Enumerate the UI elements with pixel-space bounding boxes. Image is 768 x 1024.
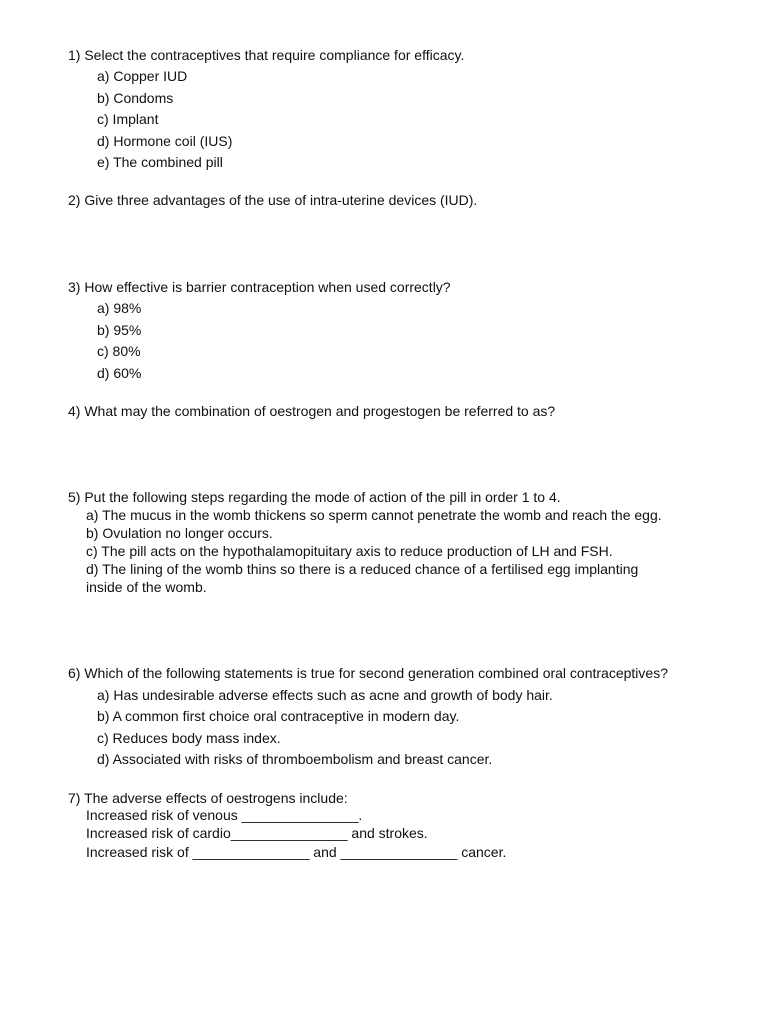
question-7-line-1: Increased risk of venous _______________. [86, 807, 363, 823]
question-3-prompt: 3) How effective is barrier contraception when used correctly? [68, 279, 451, 295]
question-6-option-c: c) Reduces body mass index. [97, 730, 281, 746]
question-5-prompt: 5) Put the following steps regarding the mode of action of the pill in order 1 to 4. [68, 489, 561, 505]
question-7-prompt: 7) The adverse effects of oestrogens include: [68, 790, 348, 806]
question-6-prompt: 6) Which of the following statements is true for second generation combined oral contraceptives? [68, 665, 668, 681]
question-1-option-e: e) The combined pill [97, 154, 223, 170]
question-4-prompt: 4) What may the combination of oestrogen and progestogen be referred to as? [68, 403, 556, 419]
question-3-option-b: b) 95% [97, 322, 142, 338]
question-5-option-c: c) The pill acts on the hypothalamopituitary axis to reduce production of LH and FSH. [86, 543, 613, 559]
question-7-line-2: Increased risk of cardio_______________ and strokes. [86, 825, 428, 841]
question-1-prompt: 1) Select the contraceptives that require compliance for efficacy. [68, 47, 465, 63]
question-1-option-b: b) Condoms [97, 90, 174, 106]
question-3-option-d: d) 60% [97, 365, 142, 381]
question-6-option-b: b) A common first choice oral contraceptive in modern day. [97, 708, 460, 724]
question-1-option-a: a) Copper IUD [97, 68, 188, 84]
question-3-option-c: c) 80% [97, 343, 141, 359]
question-7-line-3: Increased risk of _______________ and _______________ cancer. [86, 844, 507, 860]
question-1-option-d: d) Hormone coil (IUS) [97, 133, 233, 149]
question-5-option-a: a) The mucus in the womb thickens so sperm cannot penetrate the womb and reach the egg. [86, 507, 662, 523]
question-1-option-c: c) Implant [97, 111, 159, 127]
question-3-option-a: a) 98% [97, 300, 142, 316]
question-2-prompt: 2) Give three advantages of the use of intra-uterine devices (IUD). [68, 192, 478, 208]
question-6-option-a: a) Has undesirable adverse effects such as acne and growth of body hair. [97, 687, 553, 703]
question-5-option-d-continued: inside of the womb. [86, 579, 207, 595]
question-5-option-b: b) Ovulation no longer occurs. [86, 525, 273, 541]
question-5-option-d: d) The lining of the womb thins so there is a reduced chance of a fertilised egg implanting [86, 561, 639, 577]
question-6-option-d: d) Associated with risks of thromboembolism and breast cancer. [97, 751, 493, 767]
